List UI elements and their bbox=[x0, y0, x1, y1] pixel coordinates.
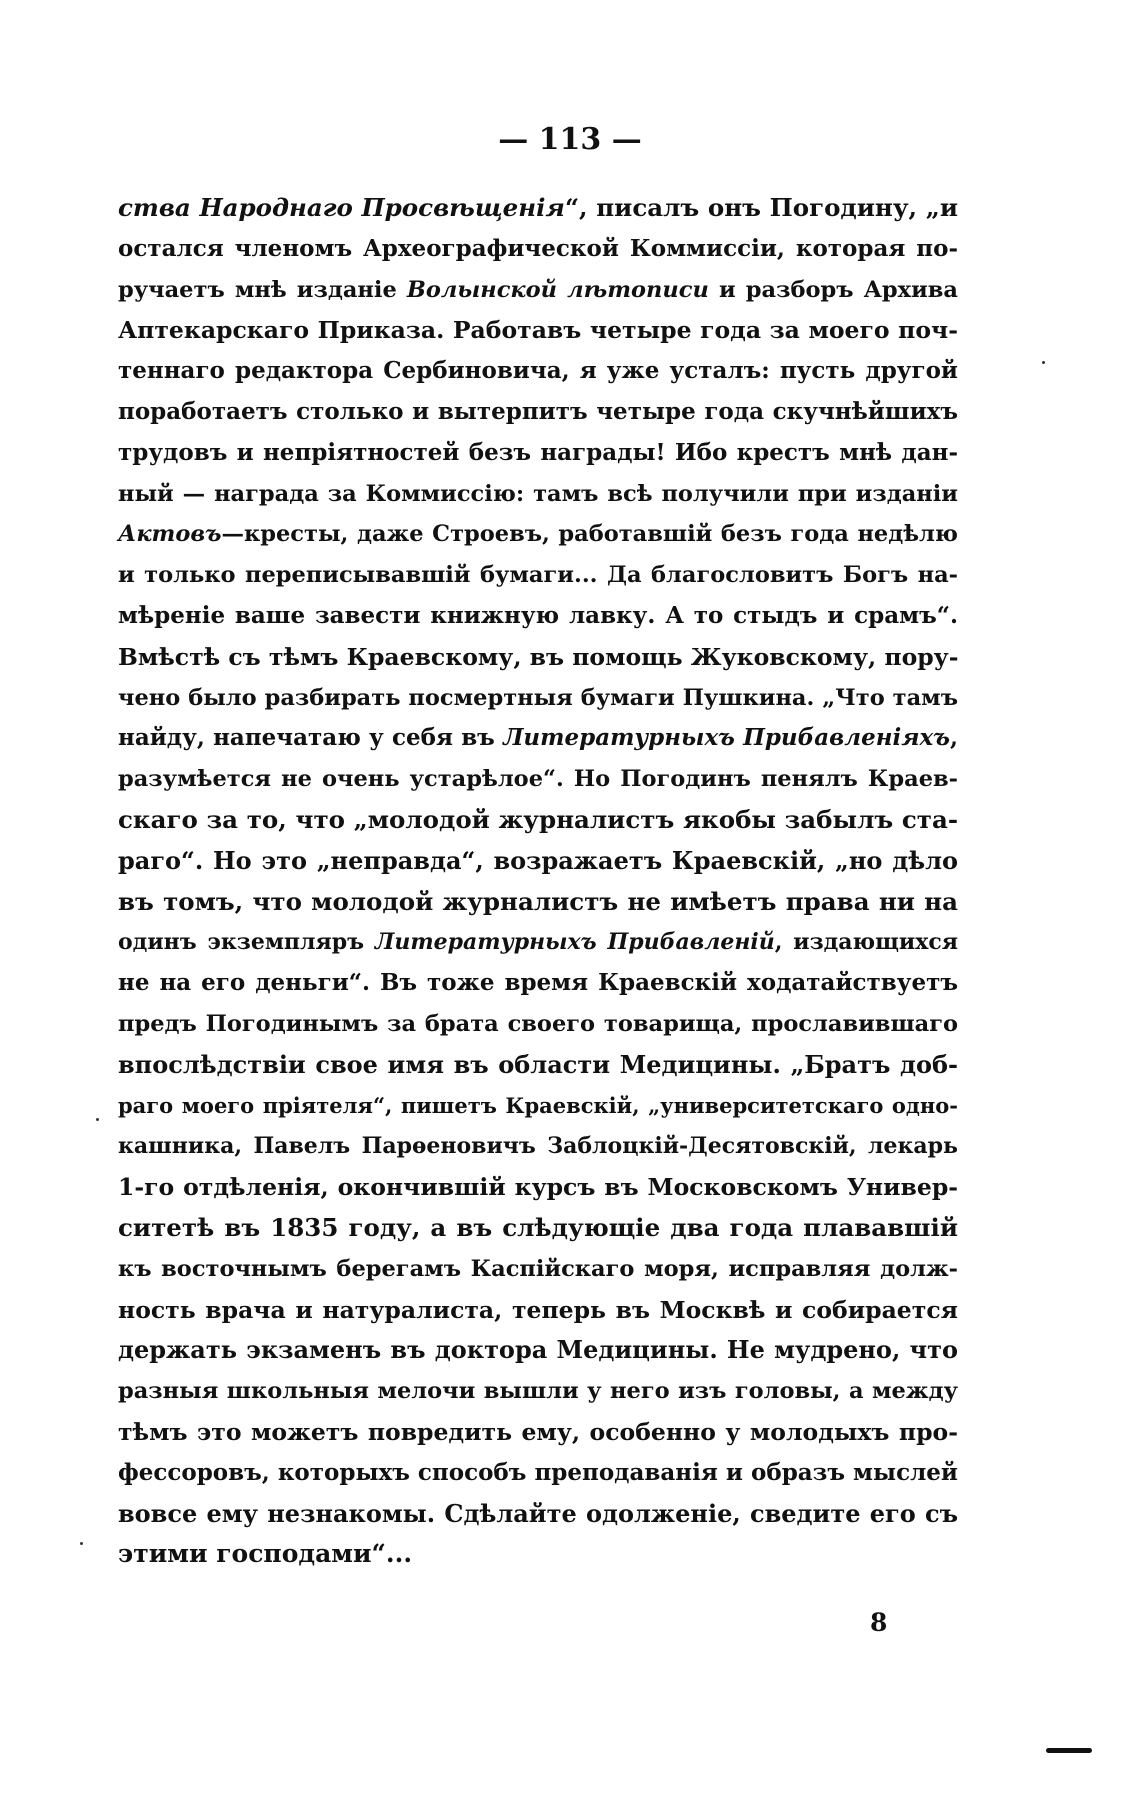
text-line bbox=[118, 759, 958, 800]
line-text: держать экзаменъ въ доктора Медицины. Не мудрено, что bbox=[118, 1335, 958, 1365]
line-text: вовсе ему незнакомы. Сдѣлайте одолженіе, сведите его съ bbox=[118, 1498, 958, 1528]
line-text: , издающихся bbox=[774, 929, 958, 956]
line-text: Вмѣстѣ съ тѣмъ Краевскому, въ помощь Жуковскому, пору- bbox=[118, 642, 959, 671]
text-line bbox=[118, 1167, 958, 1208]
text-line bbox=[118, 596, 958, 637]
text-line bbox=[118, 188, 958, 229]
line-text: къ восточнымъ берегамъ Каспійскаго моря, исправляя долж- bbox=[118, 1255, 958, 1282]
text-line bbox=[118, 1126, 958, 1167]
text-line bbox=[118, 270, 958, 311]
signature-mark: 8 bbox=[870, 1608, 888, 1637]
text-line bbox=[118, 555, 958, 596]
text-line bbox=[118, 1290, 958, 1331]
line-text: поработаетъ столько и вытерпитъ четыре года скучнѣйшихъ bbox=[118, 397, 958, 425]
page-number: — 113 — bbox=[498, 122, 642, 157]
line-text: предъ Погодинымъ за брата своего товарища, прославившаго bbox=[118, 1010, 958, 1037]
text-line bbox=[118, 1045, 958, 1086]
text-line bbox=[118, 1534, 958, 1575]
line-text: 1-го отдѣленія, окончившій курсъ въ Московскомъ Универ- bbox=[118, 1173, 958, 1202]
text-line bbox=[118, 514, 958, 555]
line-text: впослѣдствіи свое имя въ области Медицины. „Братъ доб- bbox=[118, 1049, 958, 1079]
line-text: разумѣется не очень устарѣлое“. Но Погодинъ пенялъ Краев- bbox=[118, 766, 958, 793]
line-text: трудовъ и непріятностей безъ награды! Ибо крестъ мнѣ дан- bbox=[118, 438, 958, 466]
text-line bbox=[118, 1453, 958, 1494]
text-line bbox=[118, 1086, 958, 1127]
body-text bbox=[118, 188, 958, 1575]
italic-title: Литературныхъ Прибавленіяхъ bbox=[503, 724, 950, 752]
line-text: найду, напечатаю у себя въ bbox=[118, 724, 504, 752]
line-text: мѣреніе ваше завести книжную лавку. А то стыдъ и срамъ“. bbox=[118, 601, 958, 629]
line-text: чено было разбирать посмертныя бумаги Пушкина. „Что тамъ bbox=[118, 684, 958, 711]
line-text: одинъ экземпляръ bbox=[118, 929, 375, 956]
line-text: ситетѣ въ 1835 году, а въ слѣдующіе два года плававшій bbox=[118, 1212, 958, 1242]
line-text: остался членомъ Археографической Коммиссіи, которая по- bbox=[118, 234, 958, 262]
line-text: разныя школьныя мелочи вышли у него изъ головы, а между bbox=[118, 1378, 958, 1405]
line-text: тѣмъ это можетъ повредить ему, особенно у молодыхъ про- bbox=[118, 1417, 958, 1446]
text-line bbox=[118, 351, 958, 392]
text-line bbox=[118, 637, 958, 678]
line-text: и только переписывавшій бумаги... Да благословитъ Богъ на- bbox=[118, 562, 958, 589]
italic-title: Волынской лѣтописи bbox=[406, 276, 709, 303]
italic-title: Литературныхъ Прибавленій bbox=[374, 929, 775, 956]
text-line bbox=[118, 800, 958, 841]
text-line bbox=[118, 922, 958, 963]
line-text: , bbox=[949, 724, 958, 752]
line-text: и разборъ Архива bbox=[708, 276, 958, 303]
text-line bbox=[118, 1412, 958, 1453]
margin-speck bbox=[96, 1118, 99, 1121]
italic-title: ства Народнаго Просвѣщенія bbox=[118, 193, 565, 222]
text-line bbox=[118, 229, 958, 270]
text-line bbox=[118, 963, 958, 1004]
line-text: —кресты, даже Строевъ, работавшій безъ года недѣлю bbox=[221, 521, 958, 548]
line-text: скаго за то, что „молодой журналистъ якобы забылъ ста- bbox=[118, 804, 958, 834]
text-line bbox=[118, 392, 958, 433]
margin-speck bbox=[80, 1542, 83, 1545]
line-text: “, писалъ онъ Погодину, „и bbox=[564, 193, 959, 222]
line-text: кашника, Павелъ Парѳеновичъ Заблоцкій-Десятовскій, лекарь bbox=[118, 1133, 958, 1160]
text-line bbox=[118, 433, 958, 474]
text-line bbox=[118, 678, 958, 719]
text-line bbox=[118, 1371, 958, 1412]
text-line bbox=[118, 474, 958, 515]
line-text: ный — награда за Коммиссію: тамъ всѣ получили при изданіи bbox=[118, 480, 958, 507]
line-text: раго“. Но это „неправда“, возражаетъ Краевскій, „но дѣло bbox=[118, 845, 958, 875]
line-text: ность врача и натуралиста, теперь въ Москвѣ и собирается bbox=[118, 1295, 958, 1324]
margin-speck bbox=[1042, 361, 1045, 364]
text-line bbox=[118, 1004, 958, 1045]
text-line bbox=[118, 1249, 958, 1290]
text-line bbox=[118, 841, 958, 882]
line-text: фессоровъ, которыхъ способъ преподаванія и образъ мыслей bbox=[118, 1458, 958, 1486]
line-text: раго моего пріятеля“, пишетъ Краевскій, „университетскаго одно- bbox=[118, 1092, 958, 1118]
italic-title: Актовъ bbox=[118, 521, 222, 548]
line-text: Аптекарскаго Приказа. Работавъ четыре года за моего поч- bbox=[118, 316, 958, 345]
text-line bbox=[118, 1330, 958, 1371]
decorative-rule bbox=[1046, 1748, 1092, 1753]
line-text: въ томъ, что молодой журналистъ не имѣетъ права ни на bbox=[118, 886, 958, 916]
text-line bbox=[118, 310, 958, 351]
line-text: не на его деньги“. Въ тоже время Краевскій ходатайствуетъ bbox=[118, 969, 958, 997]
line-text: теннаго редактора Сербиновича, я уже усталъ: пусть другой bbox=[118, 357, 958, 385]
text-line bbox=[118, 1208, 958, 1249]
line-text: ручаетъ мнѣ изданіе bbox=[118, 276, 407, 303]
line-text: этими господами“... bbox=[118, 1539, 413, 1569]
text-line bbox=[118, 882, 958, 923]
text-line bbox=[118, 718, 958, 759]
text-line bbox=[118, 1494, 958, 1535]
